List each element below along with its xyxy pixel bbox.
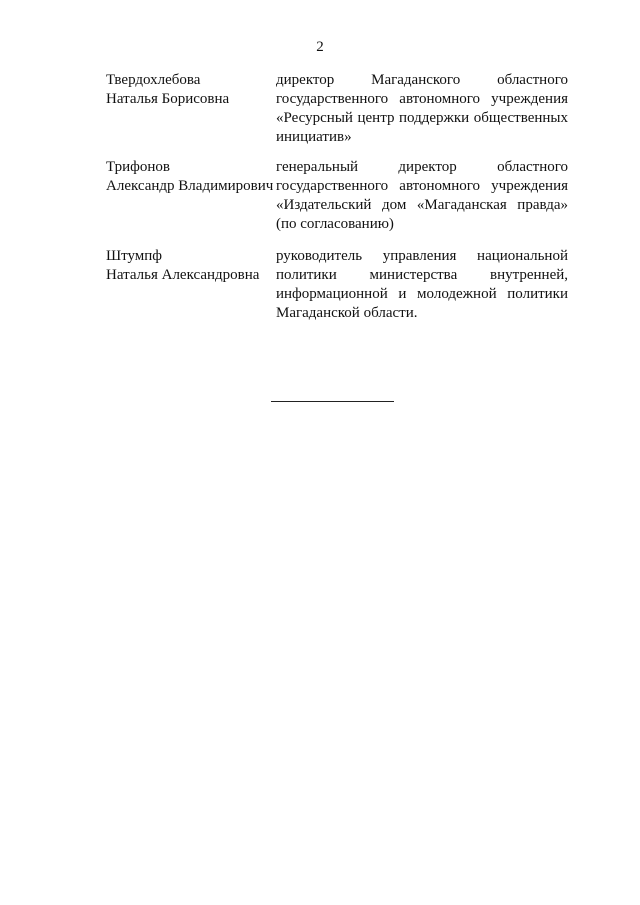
member-surname: Штумпф [106, 248, 163, 264]
position-line: генеральный директор областного [276, 159, 568, 175]
end-divider-line [271, 401, 394, 402]
member-given-names: Александр Владимирович [106, 178, 274, 194]
member-name [106, 158, 276, 234]
member-entry [106, 158, 568, 234]
member-name [106, 71, 276, 147]
member-position [276, 71, 568, 147]
member-entry [106, 247, 568, 323]
member-surname: Твердохлебова [106, 72, 201, 88]
member-surname: Трифонов [106, 159, 170, 175]
member-given-names: Наталья Александровна [106, 267, 260, 283]
position-line: руководитель управления национальной [276, 248, 568, 264]
member-entry [106, 71, 568, 147]
position-line: инициатив» [276, 129, 352, 145]
position-line: государственного автономного учреждения [276, 91, 568, 107]
position-line: «Ресурсный центр поддержки общественных [276, 110, 568, 126]
position-line: «Издательский дом «Магаданская правда» [276, 197, 568, 213]
position-line: (по согласованию) [276, 216, 394, 232]
member-name [106, 247, 276, 323]
position-line: директор Магаданского областного [276, 72, 568, 88]
position-line: государственного автономного учреждения [276, 178, 568, 194]
page-number: 2 [316, 39, 324, 55]
member-position [276, 158, 568, 234]
position-line: информационной и молодежной политики [276, 286, 568, 302]
member-given-names: Наталья Борисовна [106, 91, 230, 107]
member-position [276, 247, 568, 323]
position-line: Магаданской области. [276, 305, 418, 321]
position-line: политики министерства внутренней, [276, 267, 568, 283]
